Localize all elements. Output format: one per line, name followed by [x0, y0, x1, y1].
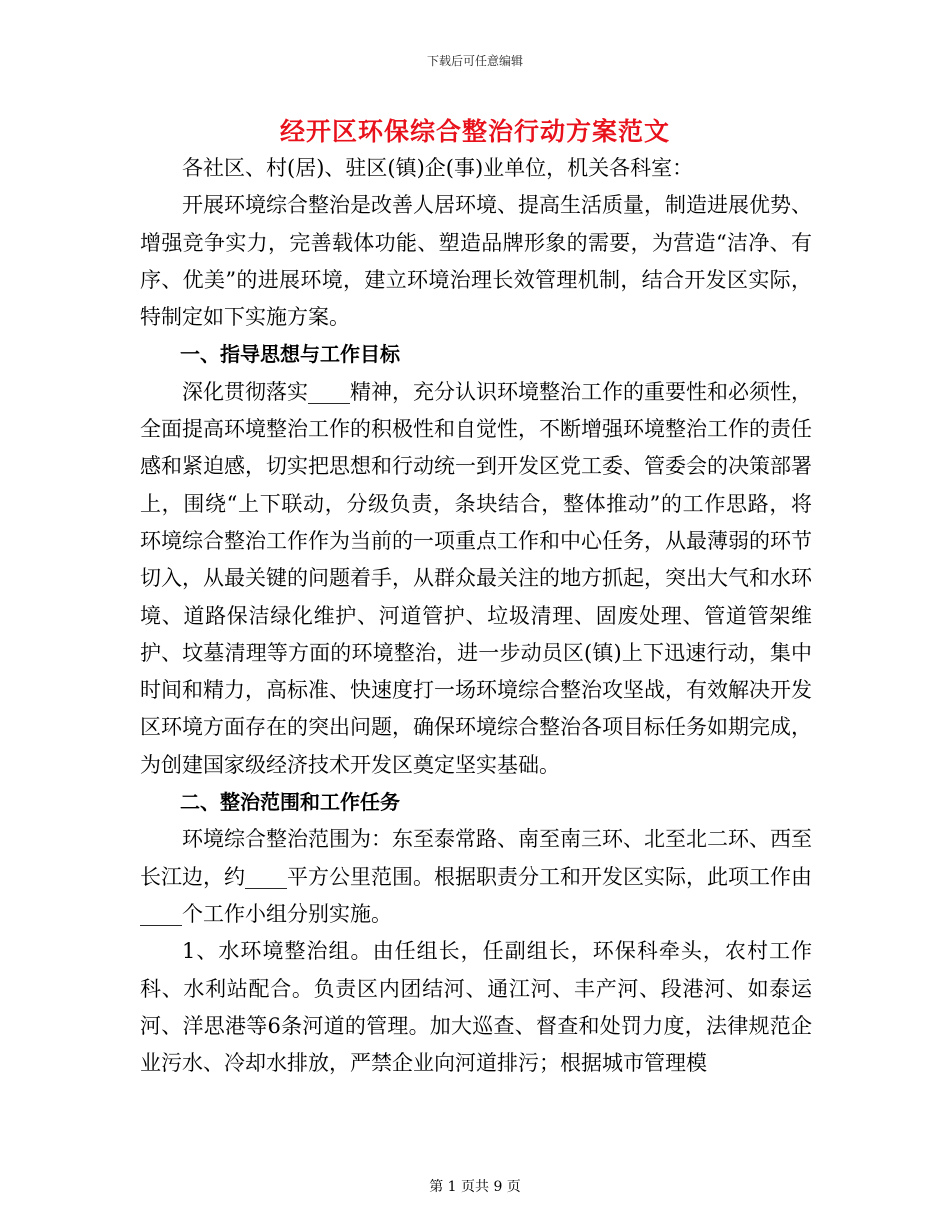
water-group-paragraph: 1、水环境整治组。由任组长，任副组长，环保科牵头，农村工作科、水利站配合。负责区内团结河、通江河、丰产河、段港河、如泰运河、洋思港等6条河道的管理。加大巡查、督查和处罚力度，法律规范企业污水、冷却水排放，严禁企业向河道排污；根据城市管理模 — [140, 939, 812, 1076]
section-heading-2: 二、整治范围和工作任务 — [180, 790, 400, 815]
guiding-paragraph: 深化贯彻落实____精神，充分认识环境整治工作的重要性和必须性，全面提高环境整治工作的积极性和自觉性，不断增强环境整治工作的责任感和紧迫感，切实把思想和行动统一到开发区党工委、管委会的决策部署上，围绕“上下联动，分级负责，条块结合，整体推动”的工作思路，将环境综合整治工作作为当前的一项重点工作和中心任务，从最薄弱的环节切入，从最关键的问题着手，从群众最关注的地方抓起，突出大气和水环境、道路保洁绿化维护、河道管护、垃圾清理、固废处理、管道管架维护、坟墓清理等方面的环境整治，进一步动员区(镇)上下迅速行动，集中时间和精力，高标准、快速度打一场环境综合整治攻坚战，有效解决开发区环境方面存在的突出问题，确保环境综合整治各项目标任务如期完成，为创建国家级经济技术开发区奠定坚实基础。 — [140, 379, 812, 777]
section-heading-1: 一、指导思想与工作目标 — [180, 342, 400, 367]
document-title: 经开区环保综合整治行动方案范文 — [279, 117, 670, 146]
document-body — [140, 150, 812, 1082]
salutation-paragraph: 各社区、村(居)、驻区(镇)企(事)业单位，机关各科室： — [182, 156, 694, 180]
page-header: 下载后可任意编辑 — [426, 54, 523, 68]
intro-paragraph: 开展环境综合整治是改善人居环境、提高生活质量，制造进展优势、增强竞争实力，完善载体功能、塑造品牌形象的需要，为营造“洁净、有序、优美”的进展环境，建立环境治理长效管理机制，结合开发区实际，特制定如下实施方案。 — [140, 193, 812, 330]
scope-paragraph: 环境综合整治范围为：东至泰常路、南至南三环、北至北二环、西至长江边，约____平方公里范围。根据职责分工和开发区实际，此项工作由____个工作小组分别实施。 — [140, 827, 812, 926]
page-footer: 第 1 页共 9 页 — [429, 1179, 521, 1195]
